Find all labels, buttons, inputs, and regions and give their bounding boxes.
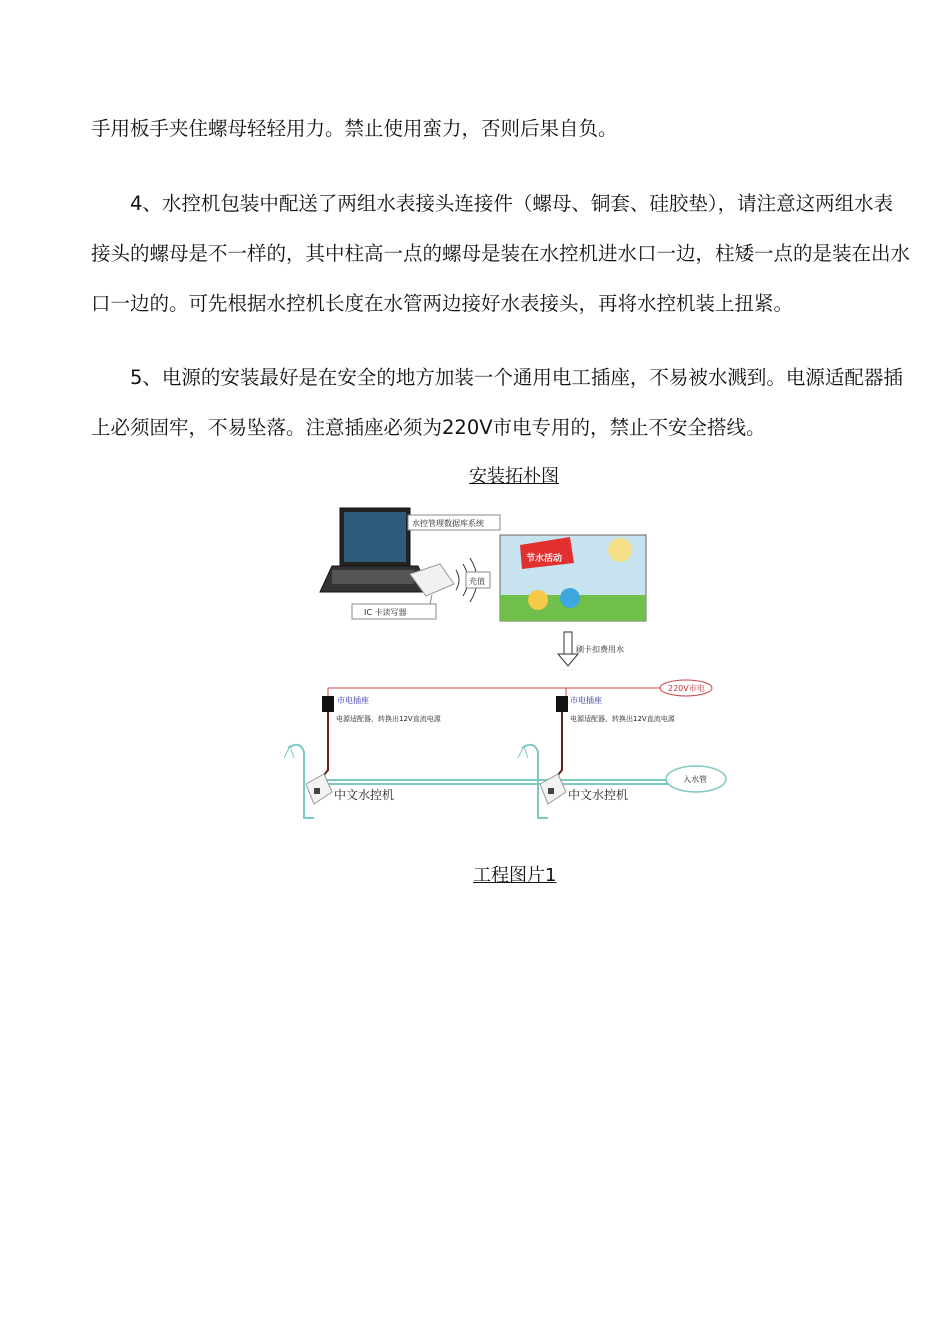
- paragraph-line: 手用板手夹住螺母轻轻用力。禁止使用蛮力，否则后果自负。: [91, 117, 618, 140]
- paragraph-4-line-2: 接头的螺母是不一样的，其中柱高一点的螺母是装在水控机进水口一边，柱矮一点的是装在出水: [91, 242, 911, 265]
- mains-label: 220V市电: [668, 684, 705, 693]
- database-label: 水控管理数据库系统: [412, 519, 484, 528]
- inlet-label: 入水管: [683, 775, 707, 784]
- paragraph-4-line-1: 4、水控机包装中配送了两组水表接头连接件（螺母、铜套、硅胶垫），请注意这两组水表: [130, 192, 894, 215]
- faucet-left-icon: [284, 746, 294, 758]
- faucet-right-icon: [518, 746, 528, 758]
- figure-caption: 安装拓朴图: [469, 466, 559, 487]
- controller-right-icon: [540, 774, 566, 804]
- swipe-label: 刷卡扣费用水: [576, 645, 624, 654]
- card-reader-label: IC 卡读写器: [364, 608, 407, 617]
- down-arrow-icon: [558, 632, 578, 666]
- engineering-photo-caption: 工程图片1: [473, 865, 557, 886]
- paragraph-4-line-3: 口一边的。可先根据水控机长度在水管两边接好水表接头，再将水控机装上扭紧。: [91, 292, 794, 315]
- controller-right-label: 中文水控机: [568, 788, 629, 802]
- banner-label: 节水活动: [526, 554, 563, 564]
- socket-left-label: 市电插座: [337, 696, 369, 705]
- adapter-right-label: 电源适配器，转换出12V直流电源: [570, 715, 675, 723]
- installation-topology-diagram: [280, 500, 740, 830]
- controller-left-label: 中文水控机: [334, 788, 395, 802]
- socket-left-icon: [322, 696, 334, 712]
- recharge-label: 充值: [469, 577, 485, 586]
- socket-right-icon: [556, 696, 568, 712]
- paragraph-5-line-1: 5、电源的安装最好是在安全的地方加装一个通用电工插座，不易被水溅到。电源适配器插: [130, 366, 903, 389]
- water-saving-cartoon-image: [500, 535, 646, 621]
- adapter-left-label: 电源适配器，转换出12V直流电源: [336, 715, 441, 723]
- socket-right-label: 市电插座: [570, 696, 602, 705]
- paragraph-5-line-2: 上必须固牢，不易坠落。注意插座必须为220V市电专用的，禁止不安全搭线。: [91, 416, 766, 439]
- controller-left-icon: [306, 774, 332, 804]
